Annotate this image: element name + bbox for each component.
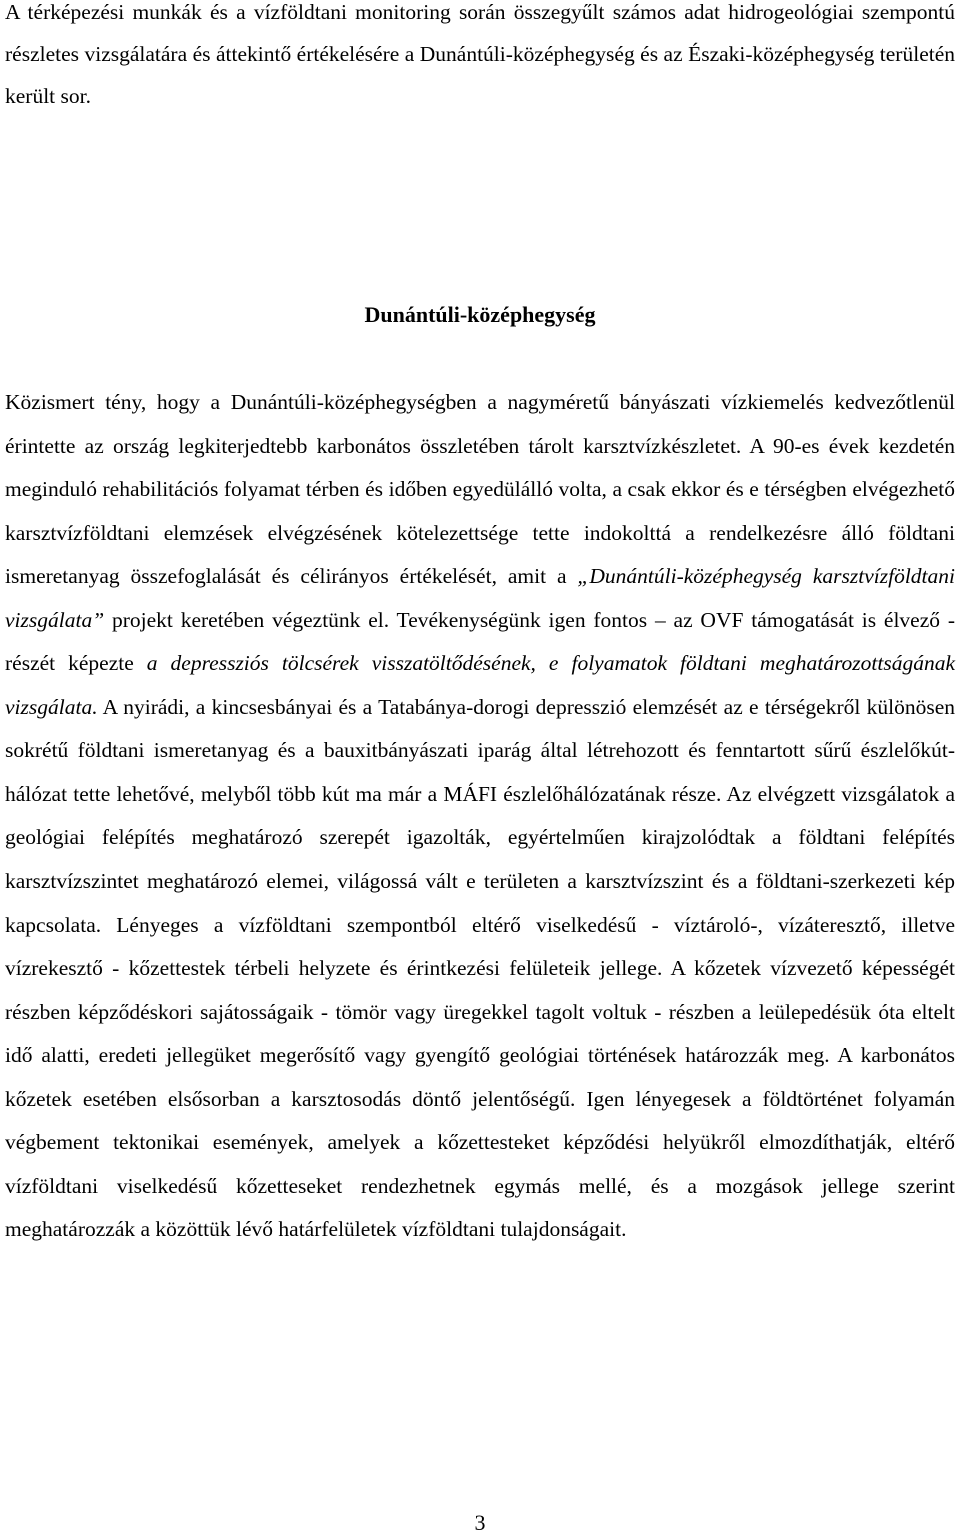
body-paragraph [5, 381, 955, 1252]
body-text-part-2: projekt keretében végeztünk el. Tevékenységünk igen fontos – az OVF támogatását is élvező - részét képezte [5, 607, 955, 676]
project-title: „Dunántúli-középhegység karsztvízföldtani vizsgálata” [5, 564, 955, 632]
body-text-part-3: A nyirádi, a kincsesbányai és a Tatabánya-dorogi depresszió elemzését az e térségekről különösen sokrétű földtani ismeretanyag és a bauxitbányászati iparág által létrehozott és fenntartott sűrű észlelőkút-hálózat tette lehetővé, melyből több kút ma már a MÁFI észlelőhálózatának része. Az elvégzett vizsgálatok a geológiai felépítés meghatározó szerepét igazolták, egyértelműen kirajzolódtak a földtani felépítés karsztvízszintet meghatározó elemei, világossá vált e területen a karsztvízszint és a földtani-szerkezeti kép kapcsolata. Lényeges a vízföldtani szempontból eltérő viselkedésű - víztároló-, vízáteresztő, illetve vízrekesztő - kőzettestek térbeli helyzete és érintkezési felületeik jellege. A kőzetek vízvezető képességét részben képződéskori sajátosságaik - tömör vagy üregekkel tagolt voltuk - részben a leülepedésük óta eltelt idő alatti, eredeti jellegüket megerősítő vagy gyengítő geológiai történések határozzák meg. A karbonátos kőzetek esetében elsősorban a karsztosodás döntő jelentőségű. Igen lényegesek a földtörténet folyamán végbement tektonikai események, amelyek a kőzettesteket képződési helyükről elmozdíthatják, eltérő vízföldtani viselkedésű kőzetteseket rendezhetnek egymás mellé, és a mozgások jellege szerint meghatározzák a közöttük lévő határfelületek vízföldtani tulajdonságait. [5, 694, 955, 1242]
body-text-part-1: Közismert tény, hogy a Dunántúli-középhegységben a nagyméretű bányászati vízkiemelés kedvezőtlenül érintette az ország legkiterjedtebb karbonátos összletében tárolt karsztvízkészletet. A 90-es évek kezdetén meginduló rehabilitációs folyamat térben és időben egyedülálló volta, a csak ekkor és e térségben elvégezhető karsztvízföldtani elemzések elvégzésének kötelezettsége tette indokolttá a rendelkezésre álló földtani ismeretanyag összefoglalását és célirányos értékelését, amit a [5, 390, 955, 589]
emphasized-text: a depressziós tölcsérek visszatöltődésének, e folyamatok földtani meghatározottságának vizsgálata. [5, 651, 955, 719]
document-page [5, 0, 955, 1242]
intro-paragraph: A térképezési munkák és a vízföldtani monitoring során összegyűlt számos adat hidrogeológiai szempontú részletes vizsgálatára és áttekintő értékelésére a Dunántúli-középhegység és az Északi-középhegység területén került sor. [5, 0, 955, 108]
page-number: 3 [474, 1510, 486, 1535]
section-heading: Dunántúli-középhegység [364, 302, 596, 327]
